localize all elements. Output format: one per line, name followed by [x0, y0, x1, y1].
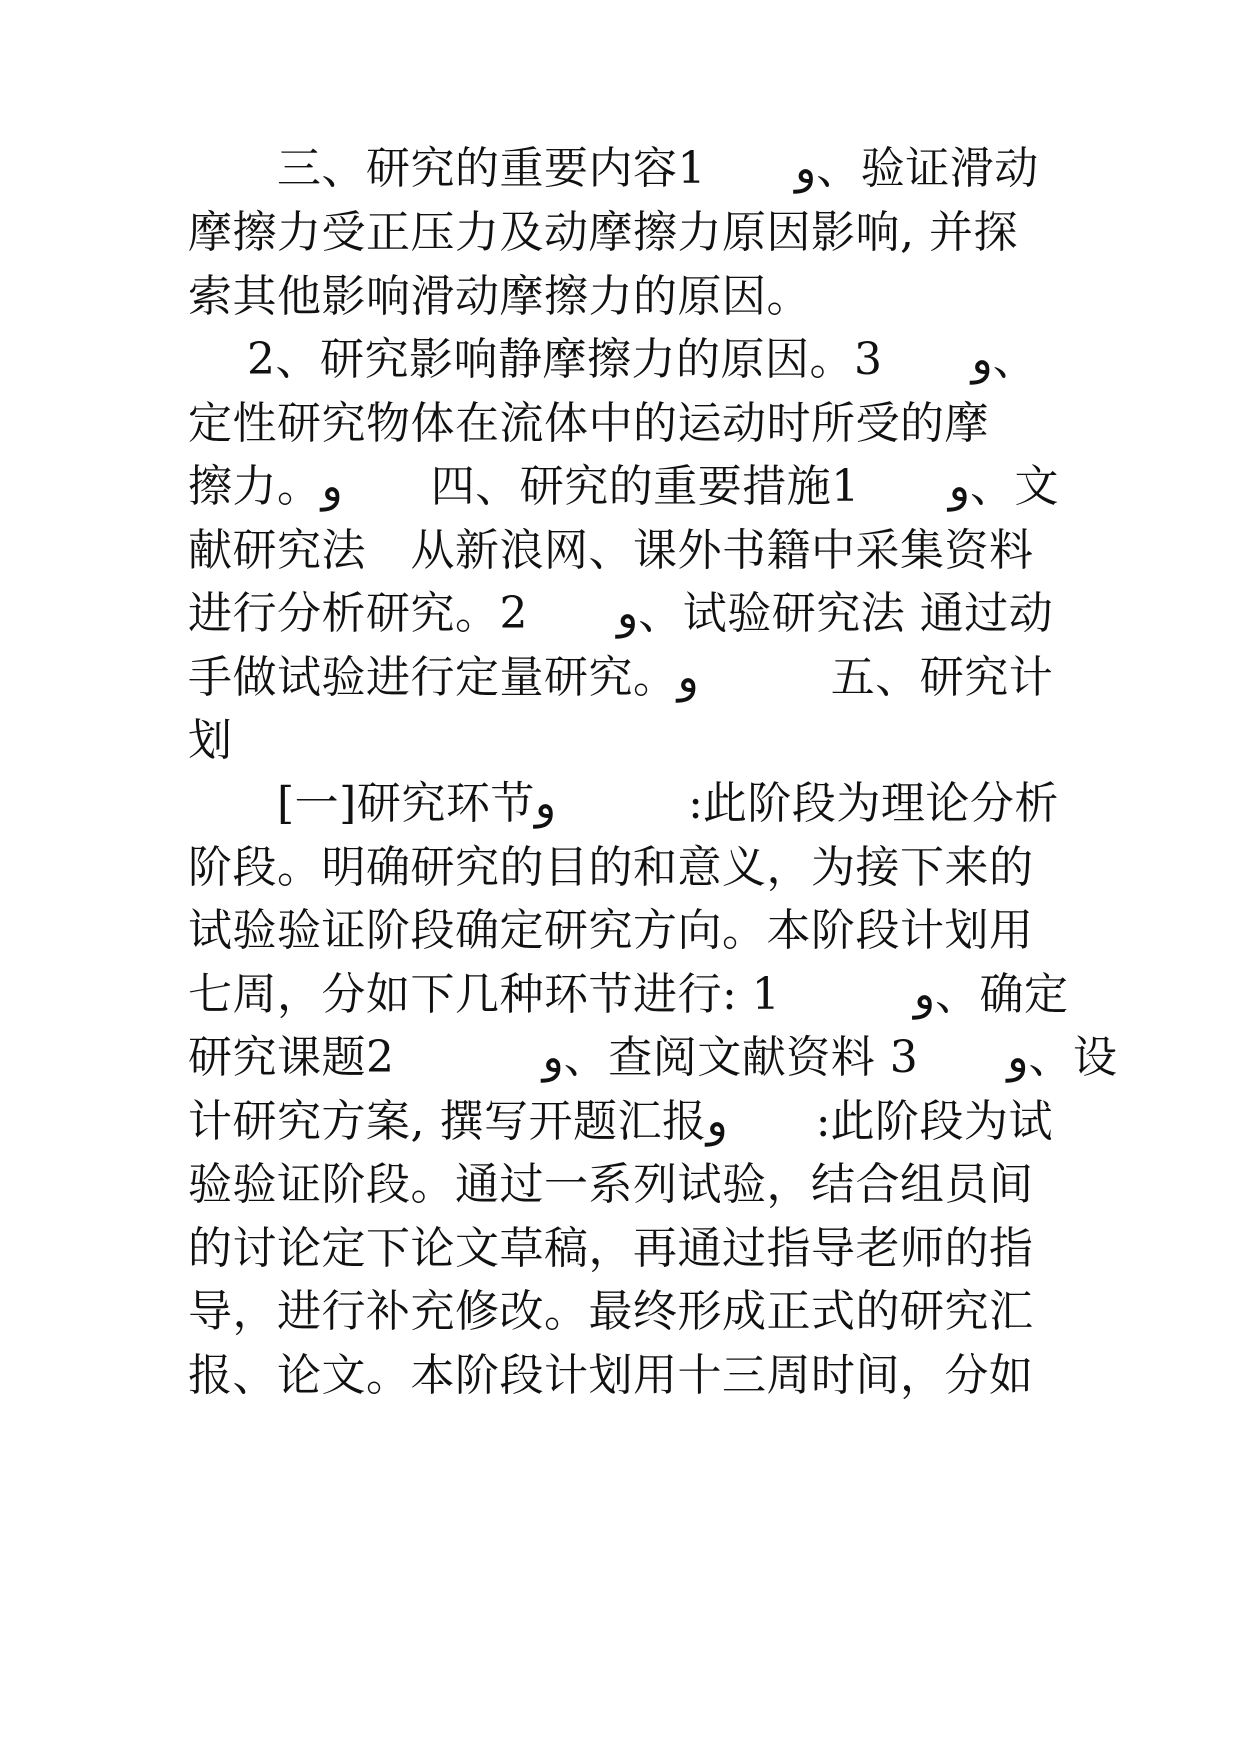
text-line-11: [一]研究环节و :此阶段为理论分析 — [188, 778, 1059, 829]
text-line-8: 进行分析研究。2 و、试验研究法 通过动 — [188, 588, 1054, 639]
text-line-5: 定性研究物体在流体中的运动时所受的摩 — [188, 398, 989, 449]
text-line-14: 七周，分如下几种环节进行: 1 و、确定 — [188, 969, 1069, 1020]
text-line-2: 摩擦力受正压力及动摩擦力原因影响, 并探 — [188, 207, 1018, 258]
text-line-10: 划 — [188, 715, 233, 766]
text-line-1: 三、研究的重要内容1 و、验证滑动 — [188, 143, 1039, 194]
text-line-6: 擦力。و 四、研究的重要措施1 و、文 — [188, 461, 1059, 512]
text-line-15: 研究课题2 و、查阅文献资料 3 و、设 — [188, 1032, 1118, 1083]
text-line-3: 索其他影响滑动摩擦力的原因。 — [188, 271, 811, 322]
text-line-7: 献研究法 从新浪网、课外书籍中采集资料 — [188, 525, 1034, 576]
text-line-13: 试验验证阶段确定研究方向。本阶段计划用 — [188, 905, 1034, 956]
text-line-9: 手做试验进行定量研究。و 五、研究计 — [188, 652, 1054, 703]
text-line-16: 计研究方案, 撰写开题汇报و :此阶段为试 — [188, 1096, 1054, 1147]
text-line-12: 阶段。明确研究的目的和意义，为接下来的 — [188, 842, 1034, 893]
text-line-19: 导，进行补充修改。最终形成正式的研究汇 — [188, 1286, 1034, 1337]
text-line-4: 2、研究影响静摩擦力的原因。3 و、 — [188, 334, 1038, 385]
text-line-18: 的讨论定下论文草稿，再通过指导老师的指 — [188, 1223, 1034, 1274]
text-line-17: 验验证阶段。通过一系列试验，结合组员间 — [188, 1159, 1034, 1210]
text-line-20: 报、论文。本阶段计划用十三周时间，分如 — [188, 1350, 1034, 1401]
